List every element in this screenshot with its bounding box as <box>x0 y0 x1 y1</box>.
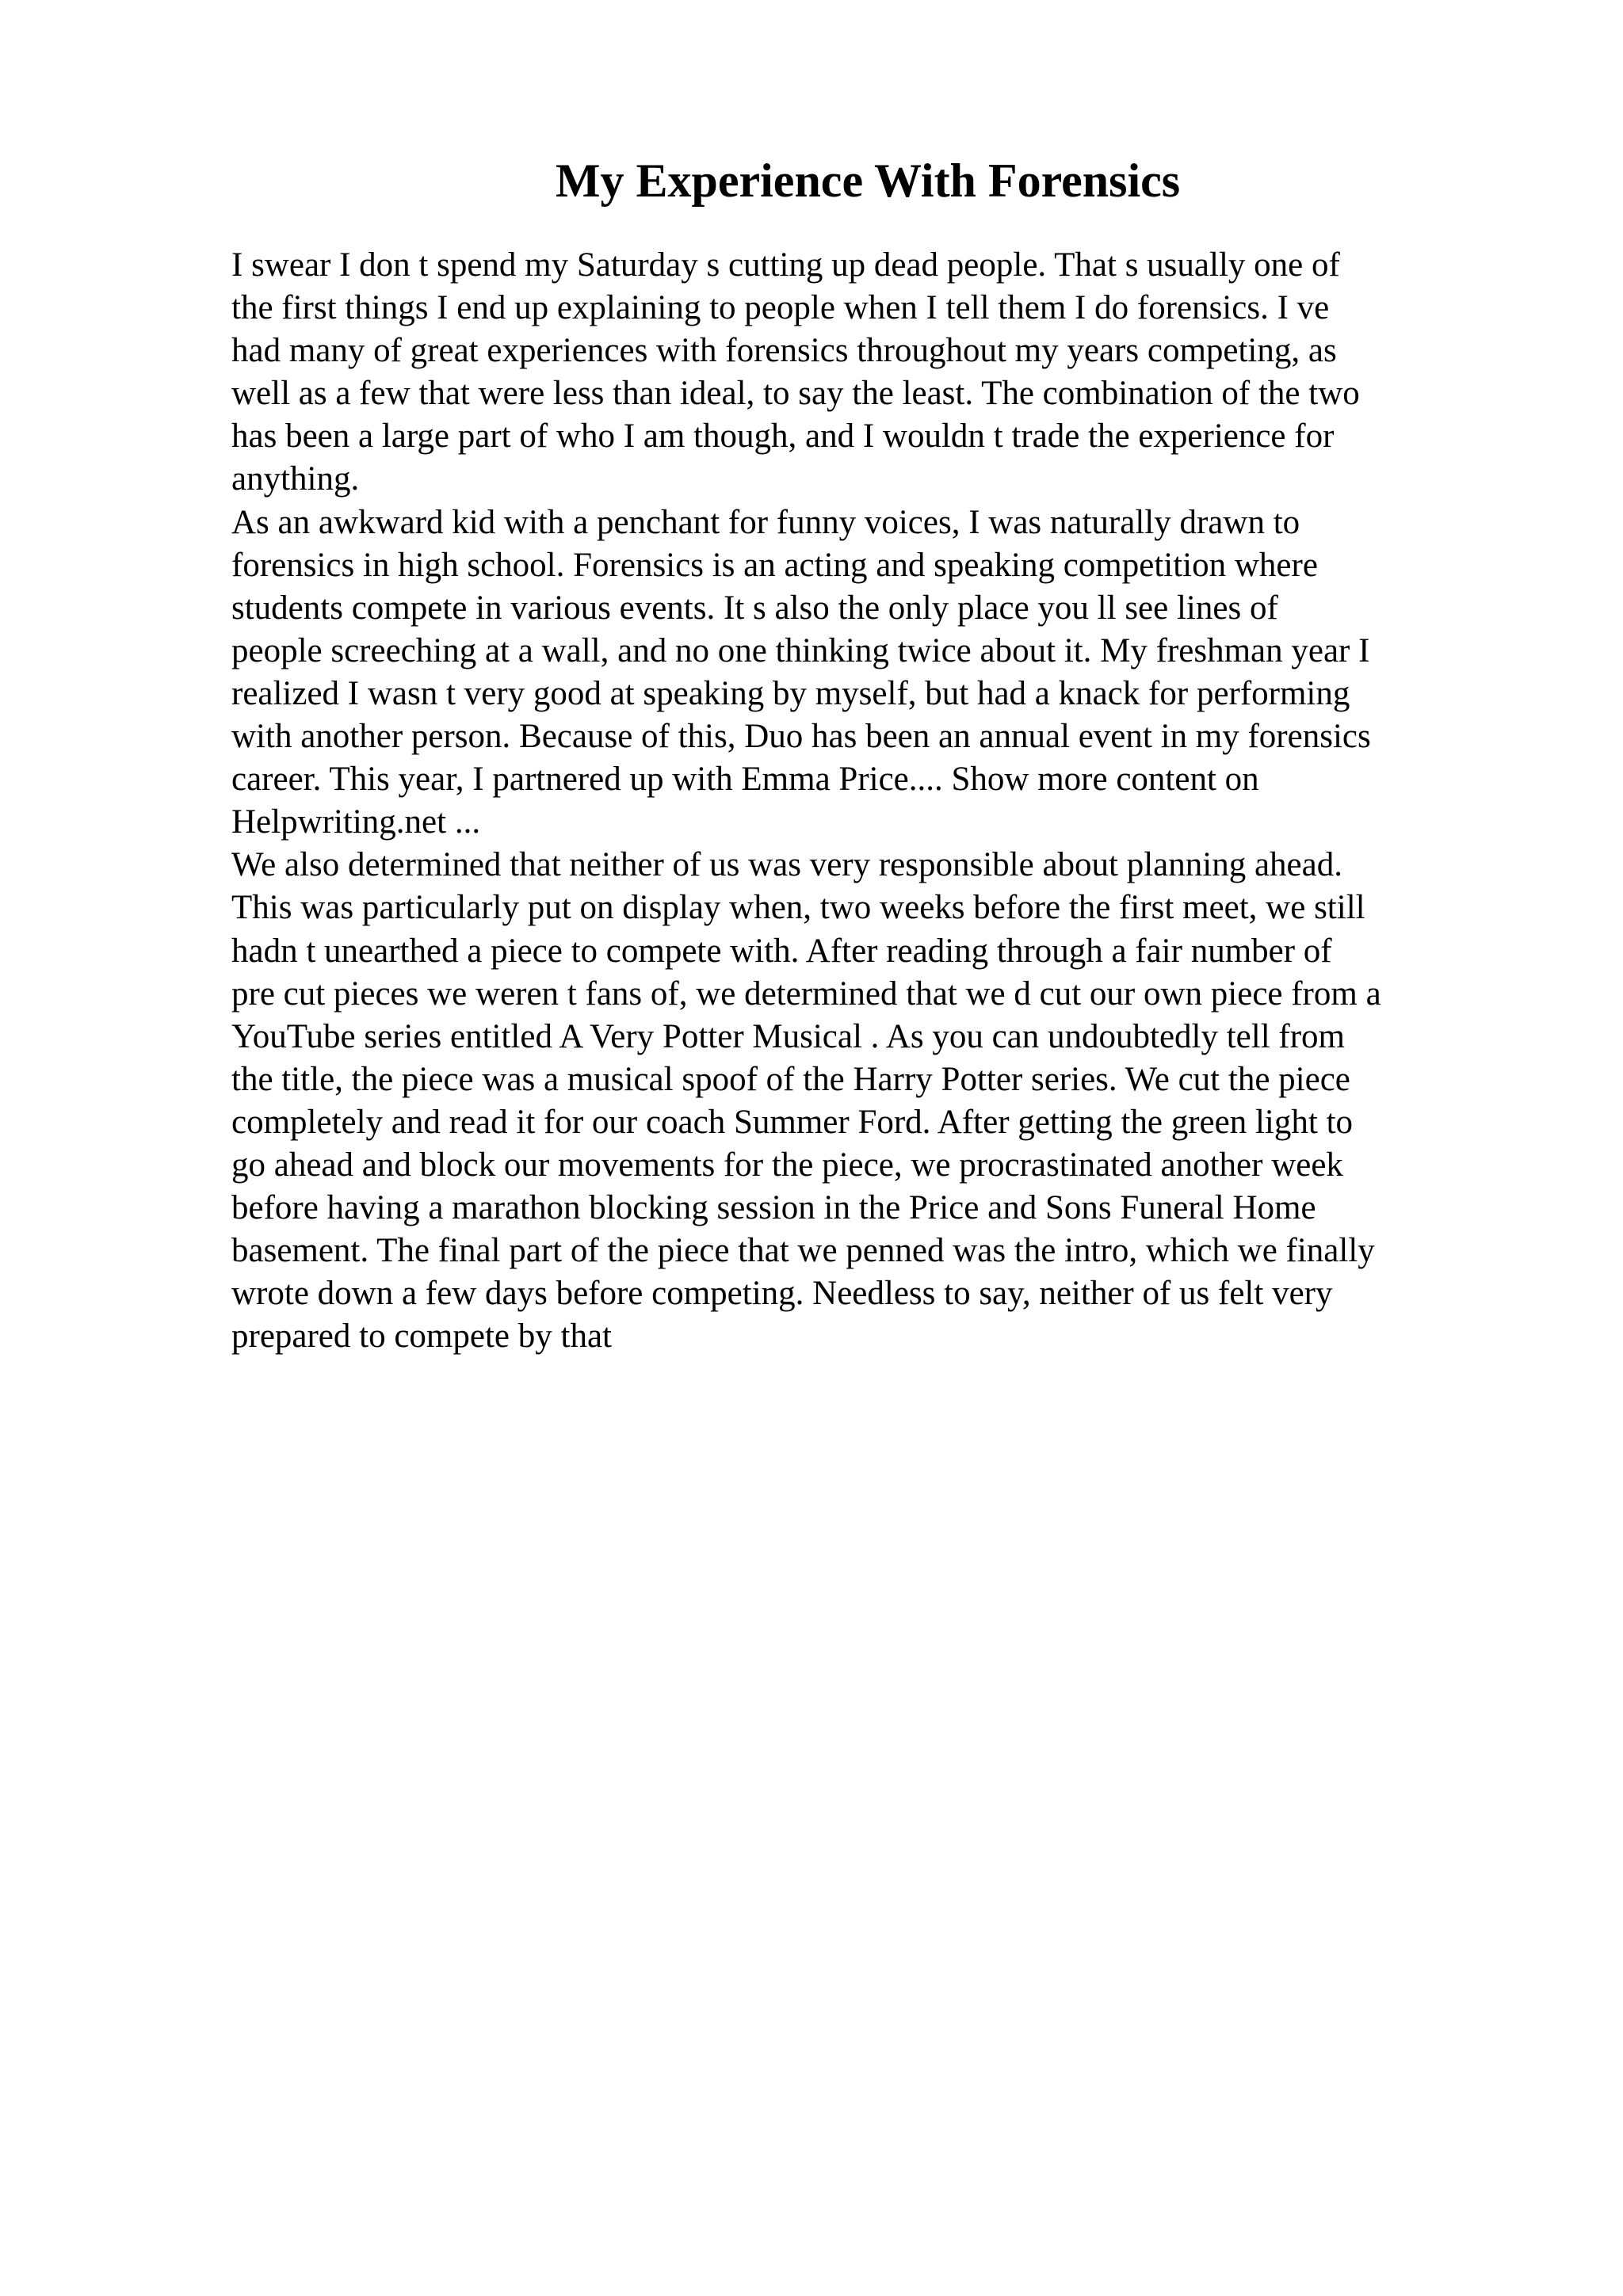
body-line: Helpwriting.net ... <box>231 803 481 841</box>
body-line: well as a few that were less than ideal, to say the least. The combination of the two <box>231 375 1360 413</box>
body-line: has been a large part of who I am though, and I wouldn t trade the experience for <box>231 418 1335 456</box>
body-line: completely and read it for our coach Summer Ford. After getting the green light to <box>231 1103 1354 1141</box>
body-line: had many of great experiences with forensics throughout my years competing, as <box>231 332 1337 370</box>
body-line: basement. The final part of the piece that we penned was the intro, which we finally <box>231 1232 1375 1270</box>
body-line: We also determined that neither of us was very responsible about planning ahead. <box>231 846 1342 884</box>
body-line: prepared to compete by that <box>231 1318 612 1356</box>
body-line: before having a marathon blocking session in the Price and Sons Funeral Home <box>231 1189 1316 1227</box>
body-line: hadn t unearthed a piece to compete with. After reading through a fair number of <box>231 932 1332 970</box>
body-line: the first things I end up explaining to people when I tell them I do forensics. I ve <box>231 289 1330 327</box>
body-line: realized I wasn t very good at speaking by myself, but had a knack for performing <box>231 674 1350 712</box>
body-line: I swear I don t spend my Saturday s cutting up dead people. That s usually one of <box>231 246 1340 284</box>
body-line: the title, the piece was a musical spoof of the Harry Potter series. We cut the piece <box>231 1060 1350 1098</box>
document-body <box>231 244 1499 1358</box>
body-line: career. This year, I partnered up with Emma Price.... Show more content on <box>231 761 1259 799</box>
body-line: As an awkward kid with a penchant for funny voices, I was naturally drawn to <box>231 503 1300 541</box>
body-line: YouTube series entitled A Very Potter Musical . As you can undoubtedly tell from <box>231 1017 1345 1055</box>
body-line: with another person. Because of this, Duo has been an annual event in my forensics <box>231 718 1371 756</box>
body-line: forensics in high school. Forensics is an acting and speaking competition where <box>231 546 1318 584</box>
body-line: people screeching at a wall, and no one thinking twice about it. My freshman year I <box>231 631 1370 669</box>
body-line: wrote down a few days before competing. Needless to say, neither of us felt very <box>231 1275 1333 1313</box>
body-line: go ahead and block our movements for the piece, we procrastinated another week <box>231 1146 1343 1184</box>
document-title: My Experience With Forensics <box>555 154 1181 207</box>
body-line: anything. <box>231 460 360 498</box>
body-line: pre cut pieces we weren t fans of, we determined that we d cut our own piece from a <box>231 974 1381 1013</box>
body-line: This was particularly put on display when, two weeks before the first meet, we still <box>231 889 1365 927</box>
body-line: students compete in various events. It s also the only place you ll see lines of <box>231 589 1278 627</box>
